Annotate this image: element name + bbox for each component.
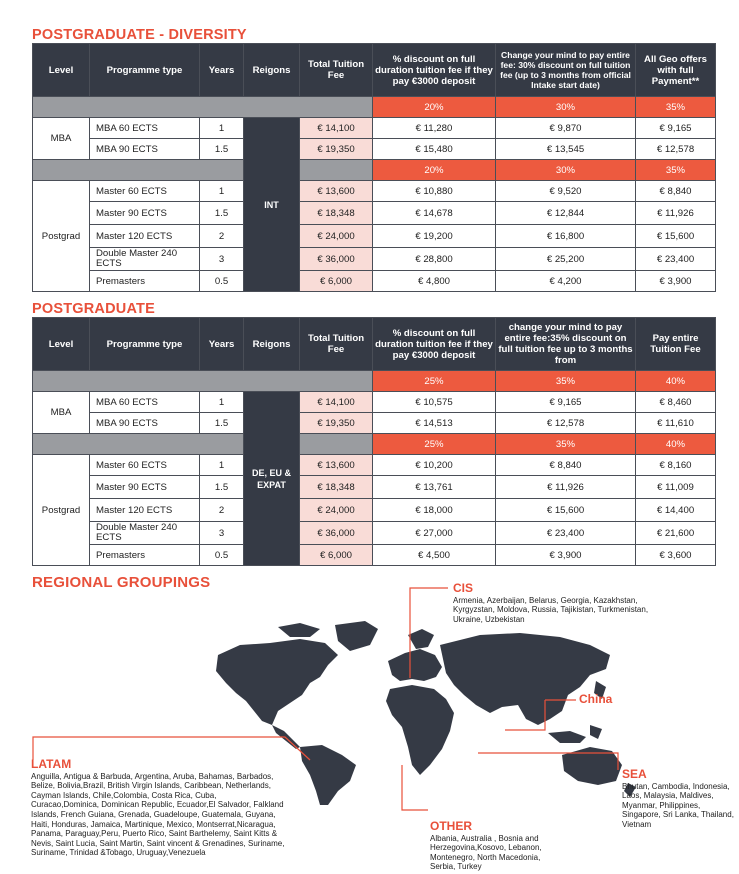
- total-fee: € 18,348: [300, 476, 373, 499]
- change-mind-price: € 13,545: [496, 139, 636, 160]
- total-fee: € 24,000: [300, 499, 373, 522]
- deposit-price: € 4,500: [373, 545, 496, 566]
- total-fee: € 36,000: [300, 522, 373, 545]
- total-fee: € 14,100: [300, 392, 373, 413]
- programme: MBA 90 ECTS: [90, 139, 200, 160]
- band-pct-1: 25%: [373, 434, 496, 455]
- band-pct-2: 30%: [496, 97, 636, 118]
- full-payment-price: € 12,578: [636, 139, 716, 160]
- change-mind-price: € 8,840: [496, 455, 636, 476]
- change-mind-price: € 3,900: [496, 545, 636, 566]
- level-mba: MBA: [33, 392, 90, 434]
- latam-label: LATAM: [31, 757, 72, 771]
- years: 2: [200, 499, 244, 522]
- programme: Double Master 240 ECTS: [90, 248, 200, 271]
- header-full-payment: All Geo offers with full Payment**: [636, 44, 716, 97]
- programme: Master 90 ECTS: [90, 202, 200, 225]
- full-payment-price: € 3,900: [636, 271, 716, 292]
- latam-callout: [31, 757, 286, 858]
- change-mind-price: € 9,165: [496, 392, 636, 413]
- cis-label: CIS: [453, 581, 474, 595]
- region-cell: DE, EU & EXPAT: [244, 392, 300, 566]
- band-pct-1: 20%: [373, 97, 496, 118]
- programme: MBA 90 ECTS: [90, 413, 200, 434]
- total-fee: € 18,348: [300, 202, 373, 225]
- years: 2: [200, 225, 244, 248]
- header-level: Level: [33, 318, 90, 371]
- deposit-price: € 11,280: [373, 118, 496, 139]
- full-payment-price: € 11,610: [636, 413, 716, 434]
- deposit-price: € 10,575: [373, 392, 496, 413]
- change-mind-price: € 15,600: [496, 499, 636, 522]
- china-label: China: [579, 692, 613, 706]
- full-payment-price: € 8,460: [636, 392, 716, 413]
- total-fee: € 24,000: [300, 225, 373, 248]
- deposit-price: € 10,880: [373, 181, 496, 202]
- full-payment-price: € 23,400: [636, 248, 716, 271]
- header-deposit-discount: % discount on full duration tuition fee if they pay €3000 deposit: [373, 318, 496, 371]
- full-payment-price: € 9,165: [636, 118, 716, 139]
- band-pct-3: 35%: [636, 97, 716, 118]
- change-mind-price: € 12,578: [496, 413, 636, 434]
- full-payment-price: € 8,160: [636, 455, 716, 476]
- deposit-price: € 14,678: [373, 202, 496, 225]
- years: 1: [200, 118, 244, 139]
- total-fee: € 13,600: [300, 181, 373, 202]
- band-pct-1: 20%: [373, 160, 496, 181]
- sea-callout: [622, 767, 737, 830]
- programme: Master 60 ECTS: [90, 181, 200, 202]
- deposit-price: € 15,480: [373, 139, 496, 160]
- years: 3: [200, 248, 244, 271]
- full-payment-price: € 21,600: [636, 522, 716, 545]
- band-pct-3: 40%: [636, 371, 716, 392]
- change-mind-price: € 9,870: [496, 118, 636, 139]
- programme: MBA 60 ECTS: [90, 392, 200, 413]
- total-fee: € 6,000: [300, 271, 373, 292]
- deposit-price: € 27,000: [373, 522, 496, 545]
- cis-countries: Armenia, Azerbaijan, Belarus, Georgia, Kazakhstan, Kyrgyzstan, Moldova, Russia, Tajikistan, Turkmenistan, Ukraine, Uzbekistan: [453, 595, 649, 624]
- header-regions: Reigons: [244, 44, 300, 97]
- deposit-price: € 4,800: [373, 271, 496, 292]
- deposit-price: € 13,761: [373, 476, 496, 499]
- years: 1.5: [200, 139, 244, 160]
- full-payment-price: € 15,600: [636, 225, 716, 248]
- region-cell: INT: [244, 118, 300, 292]
- years: 3: [200, 522, 244, 545]
- table2-title: POSTGRADUATE: [32, 301, 155, 317]
- programme: Master 120 ECTS: [90, 225, 200, 248]
- total-fee: € 14,100: [300, 118, 373, 139]
- years: 1.5: [200, 413, 244, 434]
- change-mind-price: € 12,844: [496, 202, 636, 225]
- full-payment-price: € 8,840: [636, 181, 716, 202]
- header-years: Years: [200, 318, 244, 371]
- table1-title: POSTGRADUATE - DIVERSITY: [32, 27, 247, 43]
- total-fee: € 19,350: [300, 413, 373, 434]
- level-postgrad: Postgrad: [33, 455, 90, 566]
- band-pct-3: 40%: [636, 434, 716, 455]
- change-mind-price: € 23,400: [496, 522, 636, 545]
- header-years: Years: [200, 44, 244, 97]
- deposit-price: € 10,200: [373, 455, 496, 476]
- programme: Master 90 ECTS: [90, 476, 200, 499]
- programme: Master 120 ECTS: [90, 499, 200, 522]
- deposit-price: € 14,513: [373, 413, 496, 434]
- latam-countries: Anguilla, Antigua & Barbuda, Argentina, Aruba, Bahamas, Barbados, Belize, Bolivia,Brazil, British Virgin Islands, Caribbean, Netherlands, Cayman Islands, Chile,Colombia, Costa Rica, Cuba, Curacao,Dominica, Dominican Republic, Ecuador,El Salvador, Falkland Islands, French Guiana, Grenada, Guadeloupe, Guatemala, Guyana, Haiti, Honduras, Jamaica, Martinique, Mexico, Montserrat,Nicaragua, Panama, Paraguay,Peru, Puerto Rico, Saint Barthelemy, Saint Kitts & Nevis, Saint Lucia, Saint Martin, Saint vincent & Grenadines, Suriname, Suriname, Trinidad &Tobago, Uruguay,Venezuela: [31, 771, 285, 858]
- deposit-price: € 19,200: [373, 225, 496, 248]
- years: 1: [200, 392, 244, 413]
- other-countries: Albania, Australia , Bosnia and Herzegovina,Kosovo, Lebanon, Montenegro, North Macedonia, Serbia, Turkey: [430, 833, 542, 872]
- header-programme: Programme type: [90, 44, 200, 97]
- cis-callout: [453, 581, 668, 624]
- total-fee: € 6,000: [300, 545, 373, 566]
- total-fee: € 13,600: [300, 455, 373, 476]
- programme: Premasters: [90, 545, 200, 566]
- header-fee: Total Tuition Fee: [300, 318, 373, 371]
- band-pct-2: 35%: [496, 371, 636, 392]
- level-postgrad: Postgrad: [33, 181, 90, 292]
- header-level: Level: [33, 44, 90, 97]
- total-fee: € 19,350: [300, 139, 373, 160]
- deposit-price: € 18,000: [373, 499, 496, 522]
- years: 1: [200, 455, 244, 476]
- programme: MBA 60 ECTS: [90, 118, 200, 139]
- band-pct-3: 35%: [636, 160, 716, 181]
- change-mind-price: € 11,926: [496, 476, 636, 499]
- programme: Master 60 ECTS: [90, 455, 200, 476]
- years: 1: [200, 181, 244, 202]
- other-callout: [430, 819, 560, 872]
- sea-label: SEA: [622, 767, 647, 781]
- other-label: OTHER: [430, 819, 472, 833]
- header-programme: Programme type: [90, 318, 200, 371]
- full-payment-price: € 3,600: [636, 545, 716, 566]
- full-payment-price: € 11,009: [636, 476, 716, 499]
- change-mind-price: € 25,200: [496, 248, 636, 271]
- change-mind-price: € 9,520: [496, 181, 636, 202]
- header-change-mind: change your mind to pay entire fee:35% discount on full tuition fee up to 3 months from: [496, 318, 636, 371]
- years: 0.5: [200, 545, 244, 566]
- sea-countries: Bhutan, Cambodia, Indonesia, Laos, Malaysia, Maldives, Myanmar, Philippines, Singapore, Sri Lanka, Thailand, Vietnam: [622, 781, 734, 829]
- deposit-price: € 28,800: [373, 248, 496, 271]
- band-pct-2: 35%: [496, 434, 636, 455]
- change-mind-price: € 4,200: [496, 271, 636, 292]
- full-payment-price: € 11,926: [636, 202, 716, 225]
- header-fee: Total Tuition Fee: [300, 44, 373, 97]
- programme: Premasters: [90, 271, 200, 292]
- years: 1.5: [200, 202, 244, 225]
- years: 0.5: [200, 271, 244, 292]
- level-mba: MBA: [33, 118, 90, 160]
- regional-groupings-title: REGIONAL GROUPINGS: [32, 574, 211, 591]
- header-change-mind: Change your mind to pay entire fee: 30% discount on full tuition fee (up to 3 months from official Intake start date): [496, 44, 636, 97]
- band-pct-2: 30%: [496, 160, 636, 181]
- total-fee: € 36,000: [300, 248, 373, 271]
- full-payment-price: € 14,400: [636, 499, 716, 522]
- band-pct-1: 25%: [373, 371, 496, 392]
- programme: Double Master 240 ECTS: [90, 522, 200, 545]
- change-mind-price: € 16,800: [496, 225, 636, 248]
- header-regions: Reigons: [244, 318, 300, 371]
- header-deposit-discount: % discount on full duration tuition fee if they pay €3000 deposit: [373, 44, 496, 97]
- header-full-payment: Pay entire Tuition Fee: [636, 318, 716, 371]
- years: 1.5: [200, 476, 244, 499]
